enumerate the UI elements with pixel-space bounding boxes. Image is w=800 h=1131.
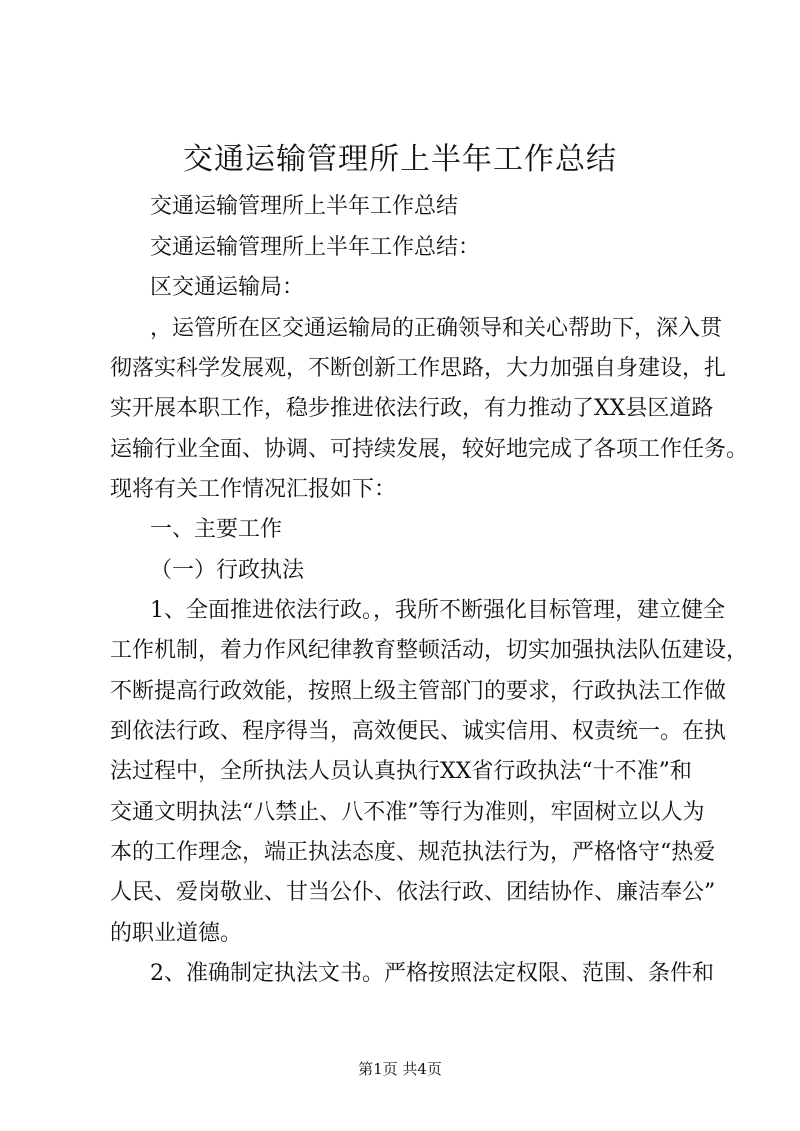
paragraph-line: 实开展本职工作，稳步推进依法行政，有力推动了XX县区道路: [110, 396, 714, 421]
paragraph-line: 的职业道德。: [110, 921, 243, 946]
subsection-heading: （一）行政执法: [150, 558, 305, 583]
paragraph-line: 交通文明执法“八禁止、八不准”等行为准则，牢固树立以人为: [110, 800, 705, 825]
paragraph-line: 人民、爱岗敬业、甘当公仆、依法行政、团结协作、廉洁奉公”: [110, 880, 716, 905]
paragraph-line: 到依法行政、程序得当，高效便民、诚实信用、权责统一。在执: [110, 719, 727, 744]
paragraph-line: 不断提高行政效能，按照上级主管部门的要求，行政执法工作做: [110, 679, 727, 704]
document-title: 交通运输管理所上半年工作总结: [183, 142, 617, 177]
paragraph-line: 运输行业全面、协调、可持续发展，较好地完成了各项工作任务。: [110, 437, 749, 462]
paragraph-line: 彻落实科学发展观，不断创新工作思路，大力加强自身建设，扎: [110, 356, 727, 381]
paragraph-line: ，运管所在区交通运输局的正确领导和关心帮助下，深入贯: [150, 316, 723, 341]
heading-line: 交通运输管理所上半年工作总结：: [150, 235, 481, 260]
section-heading: 一、主要工作: [150, 517, 283, 542]
paragraph-line: 法过程中，全所执法人员认真执行XX省行政执法“十不准”和: [110, 759, 692, 784]
paragraph-line: 现将有关工作情况汇报如下：: [110, 477, 397, 502]
paragraph-line: 2、准确制定执法文书。严格按照法定权限、范围、条件和: [150, 961, 714, 986]
addressee-line: 区交通运输局：: [150, 275, 305, 300]
paragraph-line: 工作机制，着力作风纪律教育整顿活动，切实加强执法队伍建设，: [110, 638, 749, 663]
paragraph-line: 本的工作理念，端正执法态度、规范执法行为，严格恪守“热爱: [110, 840, 716, 865]
subtitle-line: 交通运输管理所上半年工作总结: [150, 194, 459, 219]
paragraph-line: 1、全面推进依法行政。，我所不断强化目标管理，建立健全: [150, 598, 725, 623]
page-footer: 第1页 共4页: [358, 1060, 442, 1078]
